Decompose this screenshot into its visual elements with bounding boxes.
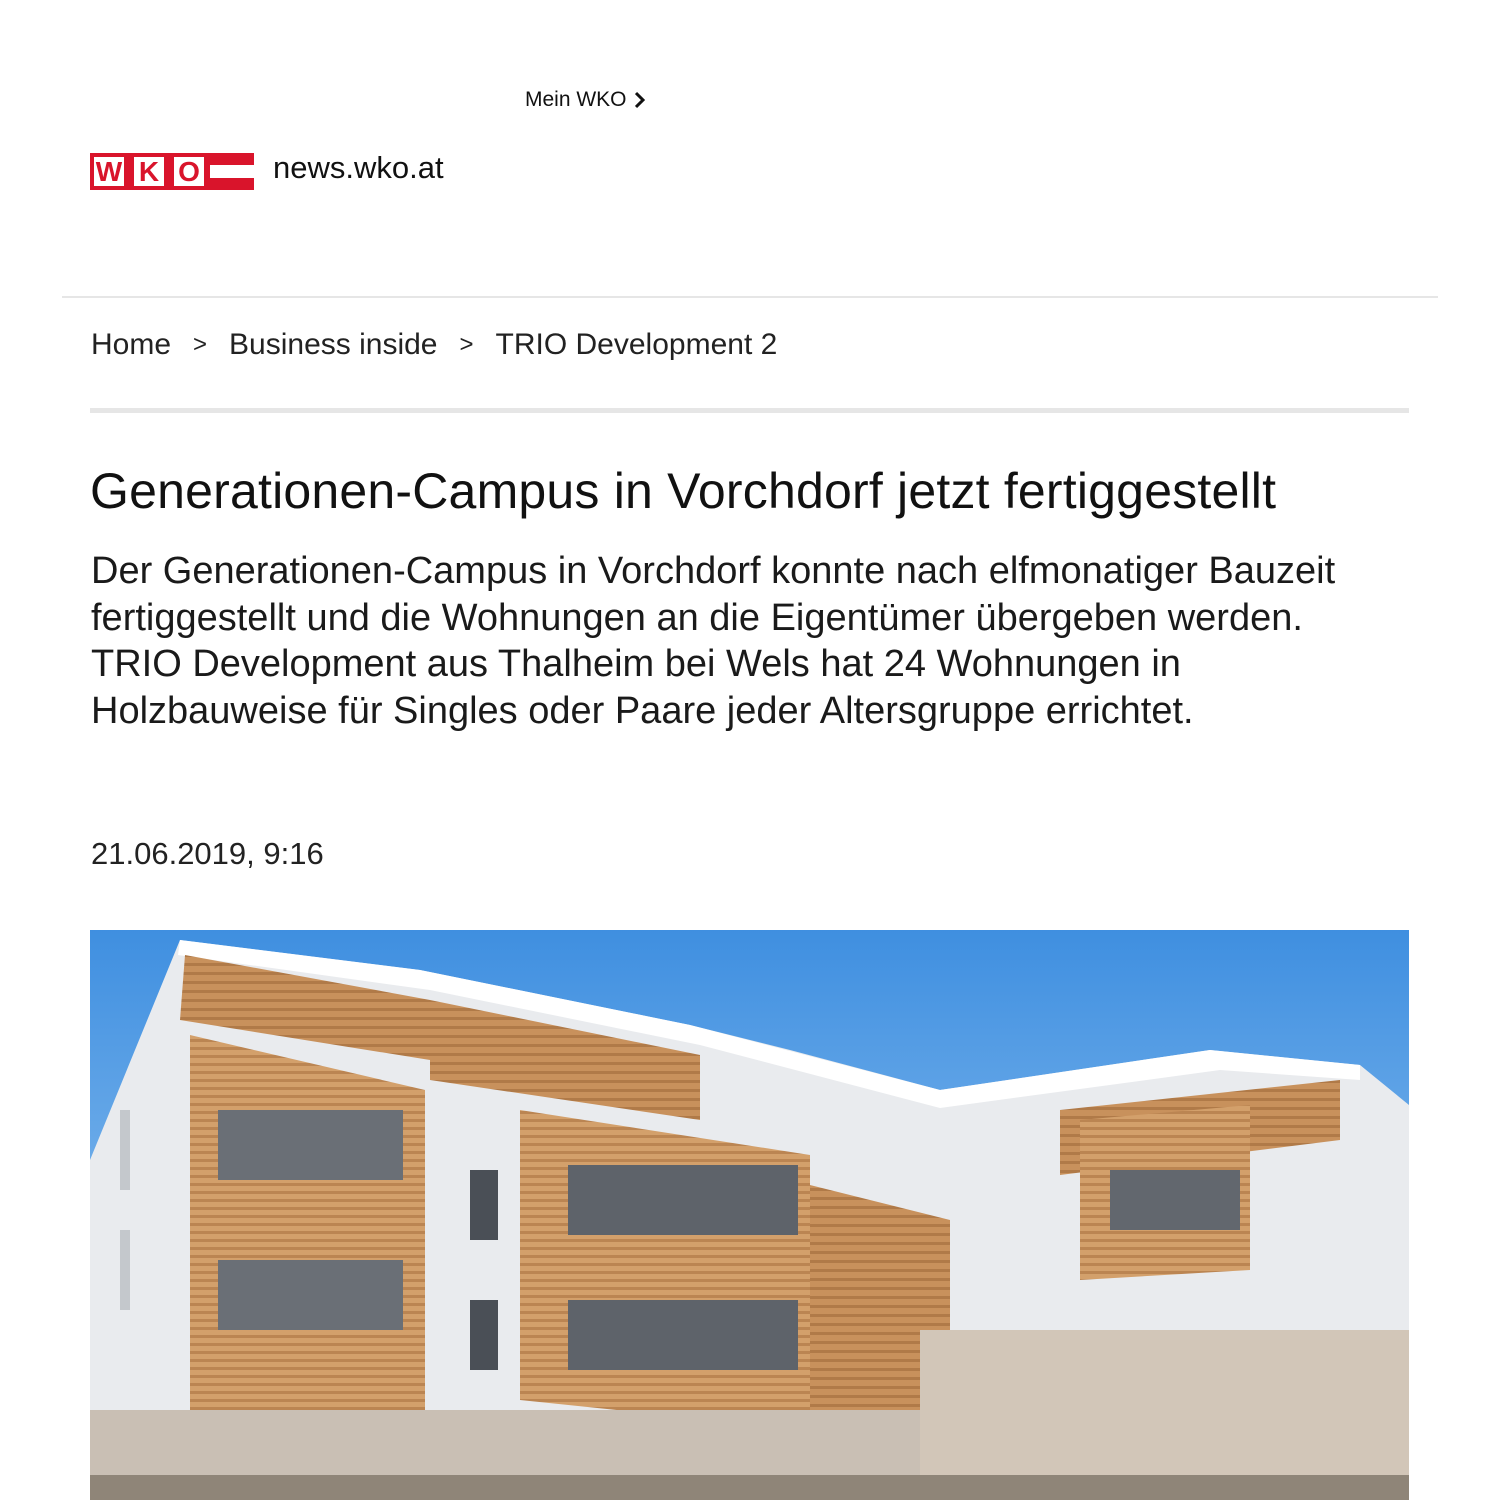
breadcrumb-business-inside[interactable]: Business inside bbox=[229, 328, 438, 361]
logo-letter-k: K bbox=[130, 153, 168, 190]
breadcrumb-separator: > bbox=[193, 331, 208, 358]
breadcrumb-separator: > bbox=[459, 331, 474, 358]
article-title: Generationen-Campus in Vorchdorf jetzt fertiggestellt bbox=[90, 463, 1277, 519]
mein-wko-link[interactable] bbox=[525, 84, 647, 116]
austria-flag-icon bbox=[210, 153, 254, 190]
breadcrumb-home[interactable]: Home bbox=[91, 328, 172, 361]
mein-wko-label: Mein WKO bbox=[525, 88, 627, 111]
breadcrumb-divider bbox=[90, 408, 1409, 413]
logo-letters bbox=[90, 153, 210, 190]
building-photo bbox=[90, 930, 1409, 1500]
article-lead: Der Generationen-Campus in Vorchdorf konnte nach elfmonatiger Bauzeit fertiggestellt und die Wohnungen an die Eigentümer übergeben werden. TRIO Development aus Thalheim bei Wels hat 24 Wohnungen in Holzbauweise für Singles oder Paare jeder Altersgruppe errichtet. bbox=[91, 550, 1336, 732]
site-name[interactable]: news.wko.at bbox=[273, 150, 444, 185]
chevron-right-icon bbox=[633, 90, 647, 110]
wko-logo[interactable] bbox=[90, 153, 254, 190]
logo-letter-o: O bbox=[170, 153, 208, 190]
header-divider bbox=[62, 296, 1438, 298]
breadcrumb bbox=[91, 328, 777, 362]
breadcrumb-current: TRIO Development 2 bbox=[495, 328, 778, 361]
article-photo bbox=[90, 930, 1409, 1500]
logo-letter-w: W bbox=[90, 153, 128, 190]
article-date: 21.06.2019, 9:16 bbox=[91, 836, 324, 871]
